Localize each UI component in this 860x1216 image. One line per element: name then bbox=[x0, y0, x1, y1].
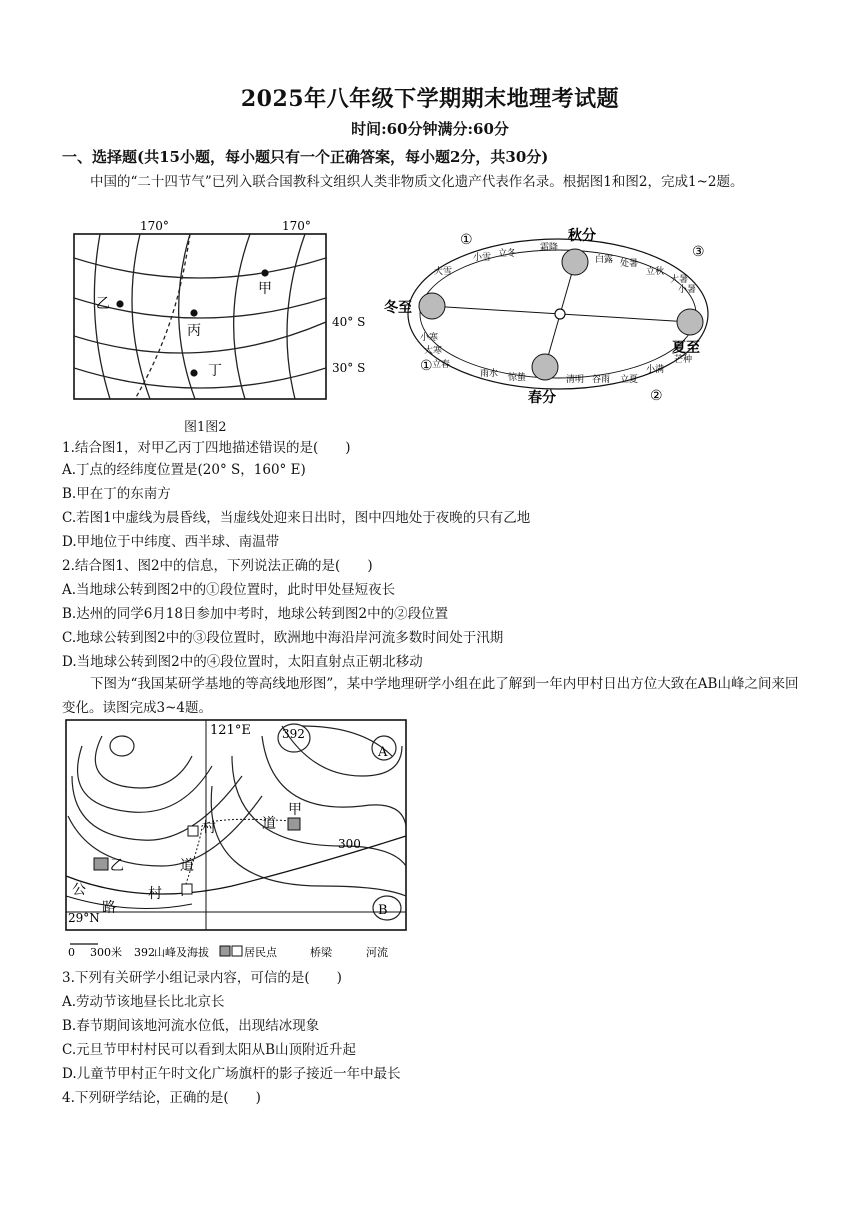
q3-option-d: D.儿童节甲村正午时文化广场旗杆的影子接近一年中最长 bbox=[62, 1066, 401, 1082]
svg-text:秋分: 秋分 bbox=[568, 228, 596, 244]
svg-text:春分: 春分 bbox=[528, 390, 556, 406]
svg-text:桥梁: 桥梁 bbox=[310, 946, 332, 959]
label-yi: 乙 bbox=[96, 296, 110, 312]
figure1-grid-map bbox=[70, 218, 380, 408]
q3-option-c: C.元旦节甲村村民可以看到太阳从B山顶附近升起 bbox=[62, 1042, 357, 1058]
section-intro: 中国的“二十四节气”已列入联合国教科文组织人类非物质文化遗产代表作名录。根据图1和图2，完成1~2题。 bbox=[90, 174, 744, 190]
point-yi bbox=[116, 300, 123, 307]
q1-option-b: B.甲在丁的东南方 bbox=[62, 486, 171, 502]
contour-map bbox=[62, 716, 432, 978]
svg-text:冬至: 冬至 bbox=[384, 300, 412, 316]
q1-option-d: D.甲地位于中纬度、西半球、南温带 bbox=[62, 534, 280, 550]
svg-text:大暑: 大暑 bbox=[670, 275, 689, 285]
svg-text:道: 道 bbox=[262, 816, 276, 832]
svg-text:①: ① bbox=[460, 232, 473, 248]
figure2-orbit-diagram bbox=[380, 222, 710, 412]
svg-text:立冬: 立冬 bbox=[498, 249, 517, 259]
label-jia: 甲 bbox=[258, 281, 272, 297]
svg-text:小暑: 小暑 bbox=[678, 285, 697, 295]
svg-text:立秋: 立秋 bbox=[646, 267, 665, 277]
earth-autumn-equinox bbox=[562, 249, 588, 275]
lon-label: 121°E bbox=[210, 723, 251, 738]
q3-stem: 3.下列有关研学小组记录内容，可信的是( ) bbox=[62, 970, 342, 986]
earth-spring-equinox bbox=[532, 354, 558, 380]
label-ding: 丁 bbox=[208, 363, 222, 379]
svg-text:河流: 河流 bbox=[366, 946, 388, 959]
contour-300: 300 bbox=[338, 837, 361, 851]
peak-value: 392 bbox=[282, 727, 305, 741]
lon-label-left: 170° bbox=[140, 219, 169, 233]
svg-text:392: 392 bbox=[134, 946, 155, 959]
svg-text:小满: 小满 bbox=[646, 365, 665, 375]
q2-stem: 2.结合图1、图2中的信息，下列说法正确的是( ) bbox=[62, 558, 373, 574]
sun-icon bbox=[555, 309, 565, 319]
section-heading: 一、选择题(共15小题，每小题只有一个正确答案，每小题2分，共30分) bbox=[62, 148, 549, 166]
q2-option-d: D.当地球公转到图2中的④段位置时，太阳直射点正朝北移动 bbox=[62, 654, 423, 670]
svg-text:B: B bbox=[378, 903, 388, 918]
svg-text:A: A bbox=[378, 745, 388, 760]
svg-text:大寒: 大寒 bbox=[424, 346, 443, 356]
page-title: 2025年八年级下学期期末地理考试题 bbox=[240, 86, 620, 112]
q3-option-b: B.春节期间该地河流水位低，出现结冰现象 bbox=[62, 1018, 320, 1034]
svg-text:村: 村 bbox=[202, 820, 216, 836]
svg-text:立夏: 立夏 bbox=[620, 375, 639, 385]
svg-text:②: ② bbox=[650, 388, 663, 404]
svg-text:雨水: 雨水 bbox=[480, 369, 499, 379]
earth-summer-solstice bbox=[677, 309, 703, 335]
svg-text:300米: 300米 bbox=[90, 946, 122, 959]
point-bing bbox=[190, 309, 197, 316]
svg-text:山峰及海拔: 山峰及海拔 bbox=[154, 946, 209, 959]
svg-text:惊蛰: 惊蛰 bbox=[508, 373, 527, 383]
svg-text:①: ① bbox=[420, 358, 433, 374]
exam-time-score: 时间:60分钟满分:60分 bbox=[351, 120, 509, 138]
svg-text:霜降: 霜降 bbox=[540, 243, 559, 253]
svg-text:芒种: 芒种 bbox=[674, 355, 693, 365]
q4-stem: 4.下列研学结论，正确的是( ) bbox=[62, 1090, 261, 1106]
figure-caption: 图1图2 bbox=[184, 420, 227, 435]
lat-label-30s: 30° S bbox=[332, 361, 366, 375]
svg-text:小雪: 小雪 bbox=[473, 253, 492, 263]
q1-stem: 1.结合图1，对甲乙丙丁四地描述错误的是( ) bbox=[62, 440, 351, 456]
lat-label: 29°N bbox=[68, 911, 100, 925]
village-jia bbox=[288, 818, 300, 830]
svg-text:白露: 白露 bbox=[595, 255, 614, 265]
village-yi bbox=[94, 858, 108, 870]
svg-text:乙: 乙 bbox=[110, 858, 124, 874]
svg-text:清明: 清明 bbox=[566, 375, 585, 385]
q2-option-b: B.达州的同学6月18日参加中考时，地球公转到图2中的②段位置 bbox=[62, 606, 449, 622]
q1-option-a: A.丁点的经纬度位置是(20° S，160° E) bbox=[62, 462, 306, 478]
q3-option-a: A.劳动节该地昼长比北京长 bbox=[62, 994, 225, 1010]
svg-text:居民点: 居民点 bbox=[244, 946, 277, 959]
q1-option-c: C.若图1中虚线为晨昏线，当虚线处迎来日出时，图中四地处于夜晚的只有乙地 bbox=[62, 510, 531, 526]
point-jia bbox=[261, 269, 268, 276]
svg-text:③: ③ bbox=[692, 244, 705, 260]
svg-text:甲: 甲 bbox=[288, 802, 302, 818]
svg-text:路: 路 bbox=[102, 900, 116, 916]
lon-label-right: 170° bbox=[282, 219, 311, 233]
svg-text:大雪: 大雪 bbox=[434, 267, 453, 277]
svg-text:夏至: 夏至 bbox=[672, 340, 700, 356]
svg-text:处暑: 处暑 bbox=[620, 259, 639, 269]
point-ding bbox=[190, 369, 197, 376]
svg-text:谷雨: 谷雨 bbox=[592, 375, 611, 385]
q2-option-a: A.当地球公转到图2中的①段位置时，此时甲处昼短夜长 bbox=[62, 582, 396, 598]
svg-text:0: 0 bbox=[68, 946, 75, 959]
map-intro: 下图为“我国某研学基地的等高线地形图”，某中学地理研学小组在此了解到一年内甲村日出方位大致在AB山峰之间来回变化。读图完成3~4题。 bbox=[62, 676, 799, 716]
lat-label-40s: 40° S bbox=[332, 315, 366, 329]
svg-text:小寒: 小寒 bbox=[420, 333, 439, 343]
svg-text:公: 公 bbox=[72, 882, 86, 898]
svg-text:村: 村 bbox=[148, 886, 162, 902]
label-bing: 丙 bbox=[187, 323, 201, 339]
q2-option-c: C.地球公转到图2中的③段位置时，欧洲地中海沿岸河流多数时间处于汛期 bbox=[62, 630, 504, 646]
svg-text:道: 道 bbox=[180, 858, 194, 874]
svg-text:立春: 立春 bbox=[432, 360, 451, 370]
earth-winter-solstice bbox=[419, 293, 445, 319]
